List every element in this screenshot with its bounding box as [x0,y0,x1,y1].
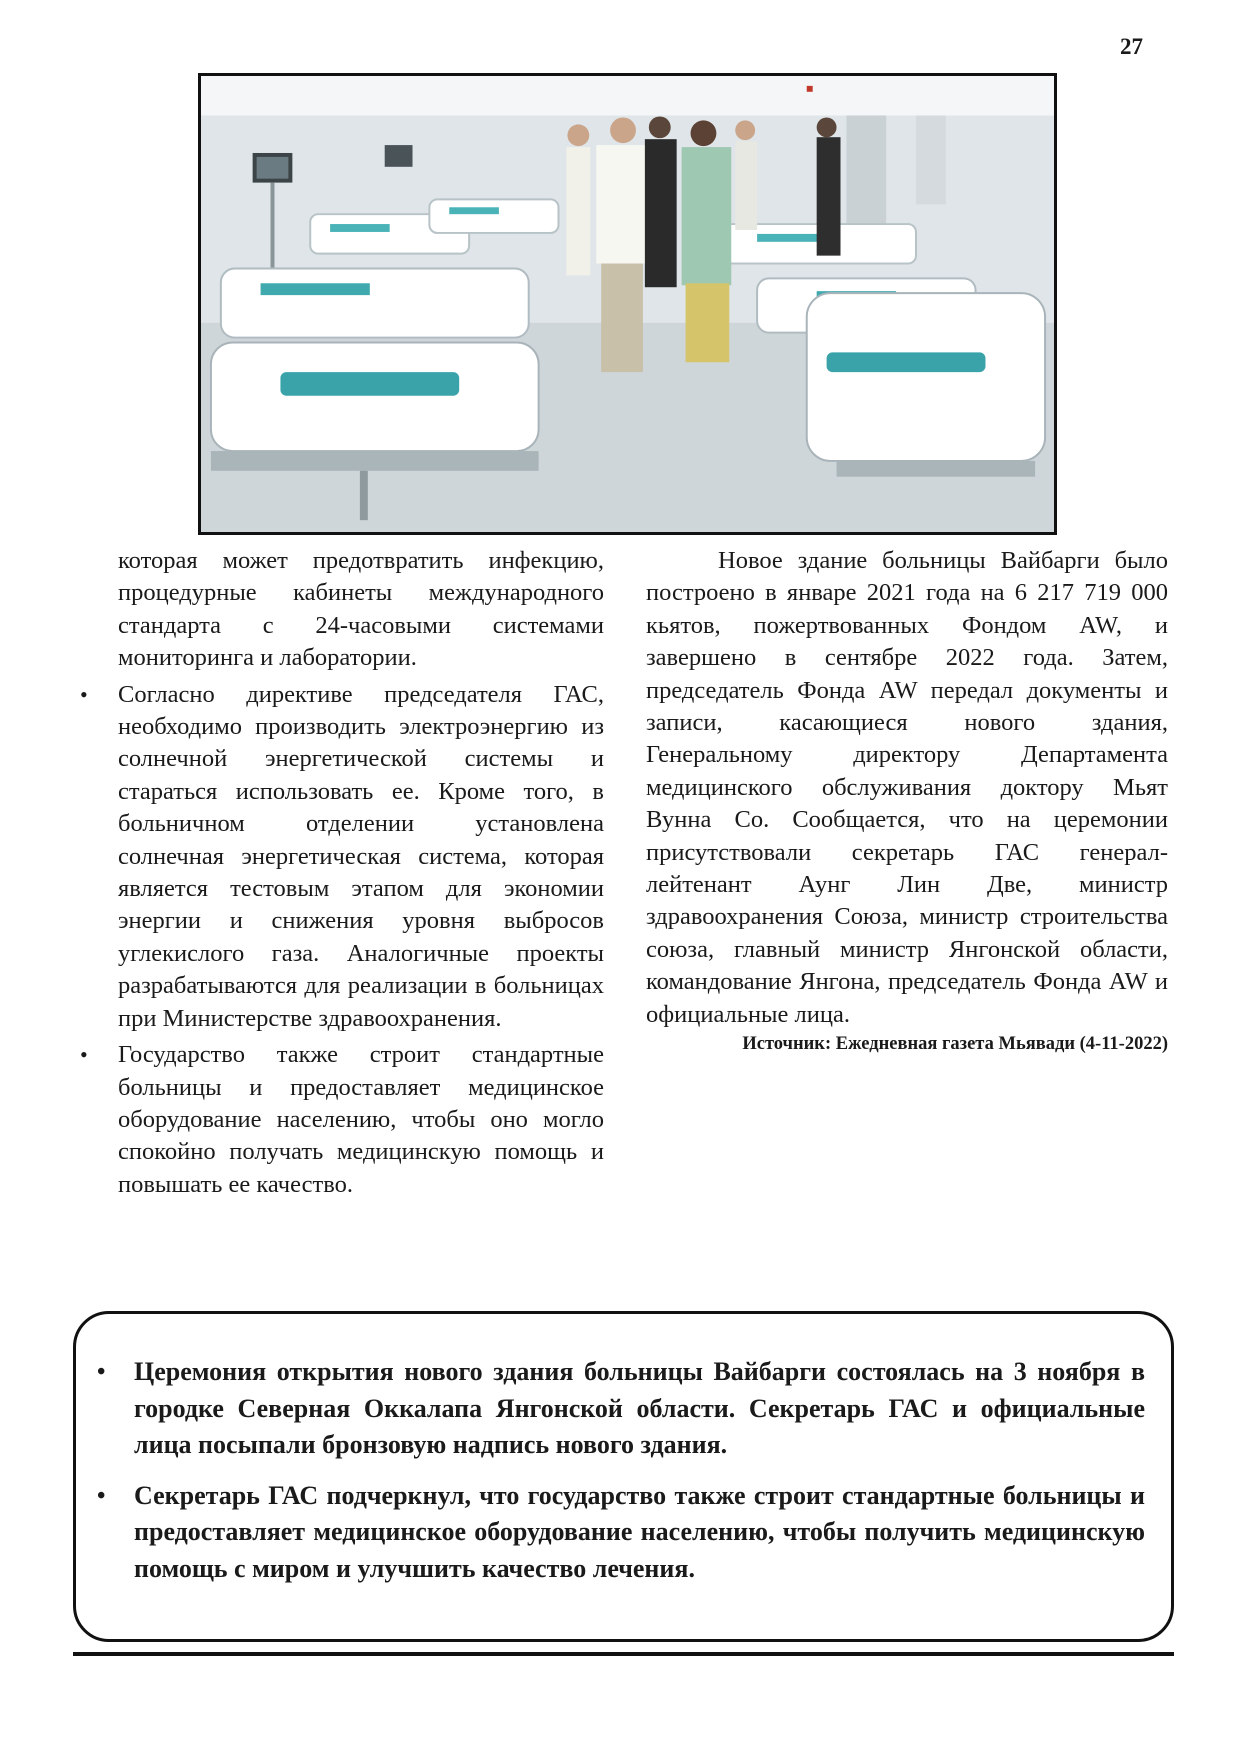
left-continuation-text: которая может предотвратить инфекцию, процедурные кабинеты международного стандарта с 24-часовыми системами мониторинга и лаборатории. [118,547,604,672]
summary-item-ceremony: • Церемония открытия нового здания больницы Вайбарги состоялась на 3 ноября в городке Северная Оккалапа Янгонской области. Секретарь ГАС и официальные лица посыпали бронзовую надпись нового здания. [134,1354,1145,1464]
right-paragraph: Новое здание больницы Вайбарги было построено в январе 2021 года на 6 217 719 000 кьятов, пожертвованных Фондом AW, и завершено в сентябре 2022 года. Затем, председатель Фонда AW передал документы и записи, касающиеся нового здания, Генеральному директору Департамента медицинского обслуживания доктору Мьят Вунна Со. Сообщается, что на церемонии присутствовали секретарь ГАС генерал-лейтенант Аунг Лин Две, министр здравоохранения Союза, министр строительства союза, главный министр Янгонской области, командование Янгона, председатель Фонда AW и официальные лица. [646,547,1168,1028]
bottom-divider [73,1652,1174,1656]
right-column [646,545,1168,1057]
summary-box [73,1311,1174,1642]
page-number: 27 [1120,34,1143,59]
summary-list [134,1354,1145,1587]
bullet-solar-energy: • Согласно директиве председателя ГАС, необходимо производить электроэнергию из солнечной энергетической системы и стараться использовать ее. Кроме того, в больничном отделении установлена солнечная энергетическая система, которая является тестовым этапом для экономии энергии и снижения уровня выбросов углекислого газа. Аналогичные проекты разрабатываются для реализации в больницах при Министерстве здравоохранения. [118,679,604,1035]
left-bullet-list [118,679,604,1202]
source-citation: Источник: Ежедневная газета Мьявади (4-11-2022) [742,1034,1168,1055]
left-column [118,545,604,1201]
summary-item-secretary: • Секретарь ГАС подчеркнул, что государство также строит стандартные больницы и предоставляет медицинское оборудование населению, чтобы получить медицинскую помощь с миром и улучшить качество лечения. [134,1478,1145,1588]
hospital-ward-illustration [201,76,1054,532]
bullet-standard-hospitals: • Государство также строит стандартные больницы и предоставляет медицинское оборудование населению, чтобы оно могло спокойно получать медицинскую помощь и повышать ее качество. [118,1039,604,1201]
hospital-ward-photo [198,73,1057,535]
